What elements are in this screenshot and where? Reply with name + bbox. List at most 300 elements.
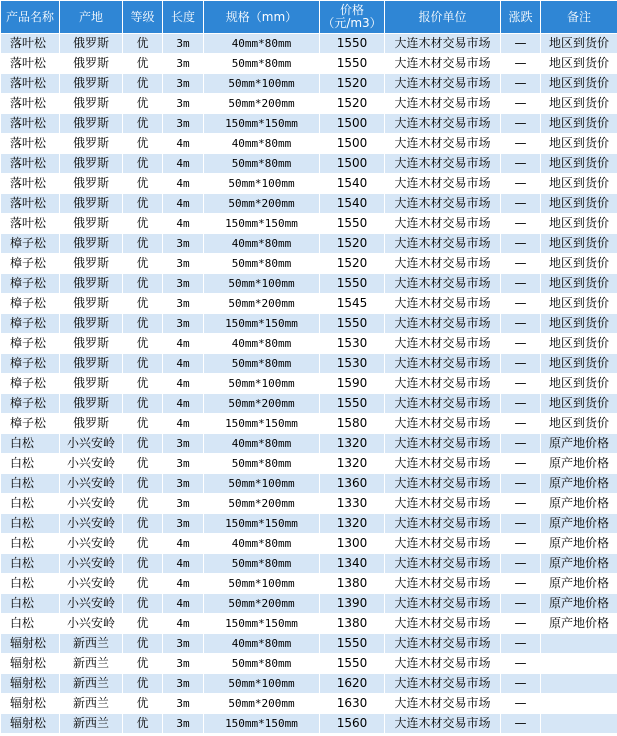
cell-price: 1540 [320, 174, 385, 194]
cell-remark [541, 694, 617, 714]
table-row [1, 634, 617, 654]
header-origin: 产地 [60, 1, 123, 34]
table-row [1, 34, 617, 54]
header-length: 长度 [163, 1, 204, 34]
cell-grade: 优 [123, 674, 163, 694]
cell-remark [541, 714, 617, 734]
cell-quote-unit: 大连木材交易市场 [385, 74, 501, 94]
cell-length: 3m [163, 94, 204, 114]
cell-change: — [501, 314, 541, 334]
cell-spec: 50mm*200mm [204, 294, 320, 314]
cell-grade: 优 [123, 194, 163, 214]
cell-grade: 优 [123, 554, 163, 574]
cell-remark [541, 674, 617, 694]
cell-spec: 50mm*80mm [204, 54, 320, 74]
cell-product-name: 白松 [1, 474, 60, 494]
cell-grade: 优 [123, 634, 163, 654]
cell-remark: 地区到货价 [541, 94, 617, 114]
cell-price: 1520 [320, 94, 385, 114]
cell-quote-unit: 大连木材交易市场 [385, 34, 501, 54]
cell-spec: 50mm*80mm [204, 154, 320, 174]
table-row [1, 714, 617, 734]
cell-length: 3m [163, 674, 204, 694]
table-row [1, 594, 617, 614]
cell-quote-unit: 大连木材交易市场 [385, 694, 501, 714]
cell-change: — [501, 694, 541, 714]
cell-spec: 50mm*100mm [204, 474, 320, 494]
cell-change: — [501, 514, 541, 534]
cell-remark: 地区到货价 [541, 74, 617, 94]
cell-quote-unit: 大连木材交易市场 [385, 134, 501, 154]
cell-spec: 50mm*100mm [204, 374, 320, 394]
table-row [1, 174, 617, 194]
cell-origin: 俄罗斯 [60, 354, 123, 374]
cell-remark: 地区到货价 [541, 334, 617, 354]
cell-grade: 优 [123, 214, 163, 234]
cell-product-name: 白松 [1, 494, 60, 514]
cell-grade: 优 [123, 274, 163, 294]
cell-product-name: 辐射松 [1, 654, 60, 674]
cell-change: — [501, 214, 541, 234]
cell-grade: 优 [123, 234, 163, 254]
cell-change: — [501, 474, 541, 494]
cell-change: — [501, 674, 541, 694]
cell-remark: 地区到货价 [541, 274, 617, 294]
cell-remark: 地区到货价 [541, 414, 617, 434]
cell-quote-unit: 大连木材交易市场 [385, 414, 501, 434]
cell-grade: 优 [123, 54, 163, 74]
header-spec: 规格（mm） [204, 1, 320, 34]
cell-change: — [501, 54, 541, 74]
cell-product-name: 落叶松 [1, 214, 60, 234]
cell-remark: 原产地价格 [541, 534, 617, 554]
cell-origin: 俄罗斯 [60, 374, 123, 394]
cell-origin: 新西兰 [60, 714, 123, 734]
cell-length: 3m [163, 254, 204, 274]
cell-length: 4m [163, 154, 204, 174]
cell-product-name: 樟子松 [1, 274, 60, 294]
cell-quote-unit: 大连木材交易市场 [385, 514, 501, 534]
cell-price: 1300 [320, 534, 385, 554]
table-row [1, 54, 617, 74]
table-body [1, 34, 617, 734]
cell-quote-unit: 大连木材交易市场 [385, 434, 501, 454]
cell-remark: 地区到货价 [541, 294, 617, 314]
cell-origin: 俄罗斯 [60, 54, 123, 74]
cell-length: 3m [163, 74, 204, 94]
cell-origin: 小兴安岭 [60, 594, 123, 614]
cell-quote-unit: 大连木材交易市场 [385, 354, 501, 374]
cell-product-name: 白松 [1, 574, 60, 594]
cell-product-name: 落叶松 [1, 94, 60, 114]
cell-quote-unit: 大连木材交易市场 [385, 194, 501, 214]
cell-price: 1360 [320, 474, 385, 494]
cell-length: 3m [163, 474, 204, 494]
cell-grade: 优 [123, 354, 163, 374]
cell-change: — [501, 434, 541, 454]
cell-change: — [501, 494, 541, 514]
cell-product-name: 辐射松 [1, 694, 60, 714]
cell-price: 1550 [320, 214, 385, 234]
cell-change: — [501, 274, 541, 294]
cell-price: 1550 [320, 54, 385, 74]
cell-product-name: 白松 [1, 594, 60, 614]
table-row [1, 654, 617, 674]
cell-spec: 50mm*80mm [204, 654, 320, 674]
cell-remark: 原产地价格 [541, 614, 617, 634]
table-row [1, 134, 617, 154]
cell-grade: 优 [123, 454, 163, 474]
cell-origin: 小兴安岭 [60, 514, 123, 534]
cell-origin: 小兴安岭 [60, 474, 123, 494]
cell-length: 3m [163, 54, 204, 74]
cell-product-name: 落叶松 [1, 154, 60, 174]
cell-spec: 50mm*200mm [204, 94, 320, 114]
cell-price: 1340 [320, 554, 385, 574]
cell-spec: 150mm*150mm [204, 114, 320, 134]
table-row [1, 314, 617, 334]
cell-length: 4m [163, 594, 204, 614]
cell-product-name: 樟子松 [1, 334, 60, 354]
cell-product-name: 落叶松 [1, 54, 60, 74]
cell-grade: 优 [123, 374, 163, 394]
cell-price: 1550 [320, 314, 385, 334]
cell-quote-unit: 大连木材交易市场 [385, 234, 501, 254]
cell-length: 4m [163, 394, 204, 414]
cell-remark: 地区到货价 [541, 354, 617, 374]
cell-origin: 俄罗斯 [60, 274, 123, 294]
cell-length: 3m [163, 314, 204, 334]
cell-grade: 优 [123, 714, 163, 734]
cell-origin: 俄罗斯 [60, 94, 123, 114]
cell-price: 1550 [320, 274, 385, 294]
header-row [1, 1, 617, 34]
table-row [1, 234, 617, 254]
cell-quote-unit: 大连木材交易市场 [385, 674, 501, 694]
cell-length: 3m [163, 434, 204, 454]
cell-change: — [501, 574, 541, 594]
cell-origin: 新西兰 [60, 634, 123, 654]
cell-quote-unit: 大连木材交易市场 [385, 614, 501, 634]
cell-quote-unit: 大连木材交易市场 [385, 534, 501, 554]
table-row [1, 614, 617, 634]
cell-quote-unit: 大连木材交易市场 [385, 174, 501, 194]
cell-change: — [501, 614, 541, 634]
cell-change: — [501, 394, 541, 414]
cell-origin: 俄罗斯 [60, 74, 123, 94]
cell-quote-unit: 大连木材交易市场 [385, 154, 501, 174]
cell-grade: 优 [123, 694, 163, 714]
cell-price: 1590 [320, 374, 385, 394]
cell-change: — [501, 34, 541, 54]
header-change: 涨跌 [501, 1, 541, 34]
table-row [1, 334, 617, 354]
cell-grade: 优 [123, 34, 163, 54]
cell-length: 3m [163, 274, 204, 294]
cell-price: 1620 [320, 674, 385, 694]
cell-quote-unit: 大连木材交易市场 [385, 654, 501, 674]
cell-origin: 小兴安岭 [60, 534, 123, 554]
table-row [1, 114, 617, 134]
cell-spec: 50mm*100mm [204, 174, 320, 194]
cell-price: 1630 [320, 694, 385, 714]
cell-spec: 50mm*80mm [204, 354, 320, 374]
cell-remark: 原产地价格 [541, 434, 617, 454]
cell-origin: 小兴安岭 [60, 434, 123, 454]
cell-origin: 俄罗斯 [60, 214, 123, 234]
cell-price: 1550 [320, 394, 385, 414]
cell-product-name: 白松 [1, 554, 60, 574]
cell-product-name: 落叶松 [1, 194, 60, 214]
cell-origin: 俄罗斯 [60, 174, 123, 194]
cell-remark: 原产地价格 [541, 494, 617, 514]
cell-length: 4m [163, 534, 204, 554]
header-quote-unit: 报价单位 [385, 1, 501, 34]
cell-quote-unit: 大连木材交易市场 [385, 334, 501, 354]
cell-spec: 50mm*80mm [204, 254, 320, 274]
cell-quote-unit: 大连木材交易市场 [385, 474, 501, 494]
table-row [1, 74, 617, 94]
cell-remark: 地区到货价 [541, 314, 617, 334]
cell-price: 1530 [320, 354, 385, 374]
cell-length: 3m [163, 714, 204, 734]
table-row [1, 354, 617, 374]
cell-grade: 优 [123, 254, 163, 274]
cell-quote-unit: 大连木材交易市场 [385, 374, 501, 394]
cell-origin: 俄罗斯 [60, 334, 123, 354]
cell-quote-unit: 大连木材交易市场 [385, 94, 501, 114]
cell-grade: 优 [123, 134, 163, 154]
cell-change: — [501, 194, 541, 214]
cell-price: 1540 [320, 194, 385, 214]
cell-product-name: 白松 [1, 434, 60, 454]
cell-origin: 俄罗斯 [60, 154, 123, 174]
header-price: 价格（元/m3） [320, 1, 385, 34]
cell-remark: 地区到货价 [541, 154, 617, 174]
table-row [1, 474, 617, 494]
cell-change: — [501, 714, 541, 734]
cell-length: 3m [163, 234, 204, 254]
cell-change: — [501, 634, 541, 654]
cell-spec: 40mm*80mm [204, 434, 320, 454]
cell-product-name: 白松 [1, 454, 60, 474]
cell-change: — [501, 134, 541, 154]
cell-quote-unit: 大连木材交易市场 [385, 554, 501, 574]
table-row [1, 94, 617, 114]
cell-product-name: 白松 [1, 514, 60, 534]
cell-change: — [501, 594, 541, 614]
table-row [1, 194, 617, 214]
cell-remark: 地区到货价 [541, 254, 617, 274]
cell-length: 4m [163, 174, 204, 194]
cell-spec: 150mm*150mm [204, 714, 320, 734]
cell-grade: 优 [123, 574, 163, 594]
cell-spec: 50mm*200mm [204, 394, 320, 414]
cell-product-name: 落叶松 [1, 34, 60, 54]
header-product-name: 产品名称 [1, 1, 60, 34]
cell-origin: 俄罗斯 [60, 314, 123, 334]
cell-price: 1320 [320, 434, 385, 454]
cell-spec: 50mm*100mm [204, 674, 320, 694]
cell-price: 1550 [320, 654, 385, 674]
cell-change: — [501, 554, 541, 574]
cell-spec: 50mm*200mm [204, 594, 320, 614]
cell-length: 3m [163, 694, 204, 714]
cell-grade: 优 [123, 394, 163, 414]
cell-price: 1320 [320, 454, 385, 474]
cell-price: 1520 [320, 234, 385, 254]
table-row [1, 394, 617, 414]
cell-grade: 优 [123, 474, 163, 494]
cell-length: 4m [163, 334, 204, 354]
cell-length: 3m [163, 634, 204, 654]
cell-price: 1500 [320, 154, 385, 174]
cell-quote-unit: 大连木材交易市场 [385, 634, 501, 654]
cell-spec: 40mm*80mm [204, 134, 320, 154]
cell-change: — [501, 154, 541, 174]
cell-product-name: 辐射松 [1, 674, 60, 694]
table-row [1, 514, 617, 534]
cell-grade: 优 [123, 334, 163, 354]
cell-spec: 150mm*150mm [204, 414, 320, 434]
cell-grade: 优 [123, 294, 163, 314]
cell-product-name: 樟子松 [1, 234, 60, 254]
cell-remark: 原产地价格 [541, 594, 617, 614]
cell-product-name: 樟子松 [1, 294, 60, 314]
cell-change: — [501, 114, 541, 134]
cell-product-name: 辐射松 [1, 634, 60, 654]
cell-origin: 俄罗斯 [60, 34, 123, 54]
cell-change: — [501, 294, 541, 314]
cell-quote-unit: 大连木材交易市场 [385, 494, 501, 514]
cell-change: — [501, 534, 541, 554]
cell-spec: 50mm*100mm [204, 74, 320, 94]
cell-price: 1550 [320, 34, 385, 54]
cell-quote-unit: 大连木材交易市场 [385, 214, 501, 234]
cell-grade: 优 [123, 74, 163, 94]
cell-spec: 150mm*150mm [204, 214, 320, 234]
cell-length: 4m [163, 134, 204, 154]
cell-change: — [501, 254, 541, 274]
cell-quote-unit: 大连木材交易市场 [385, 274, 501, 294]
cell-remark: 地区到货价 [541, 374, 617, 394]
cell-change: — [501, 374, 541, 394]
table-row [1, 414, 617, 434]
cell-length: 4m [163, 214, 204, 234]
cell-remark: 原产地价格 [541, 574, 617, 594]
cell-spec: 50mm*200mm [204, 694, 320, 714]
cell-spec: 150mm*150mm [204, 614, 320, 634]
cell-product-name: 辐射松 [1, 714, 60, 734]
cell-price: 1560 [320, 714, 385, 734]
cell-grade: 优 [123, 534, 163, 554]
cell-price: 1520 [320, 254, 385, 274]
cell-quote-unit: 大连木材交易市场 [385, 254, 501, 274]
cell-remark: 原产地价格 [541, 554, 617, 574]
cell-grade: 优 [123, 174, 163, 194]
cell-length: 3m [163, 114, 204, 134]
table-row [1, 574, 617, 594]
cell-spec: 50mm*100mm [204, 574, 320, 594]
cell-change: — [501, 94, 541, 114]
cell-change: — [501, 74, 541, 94]
cell-product-name: 落叶松 [1, 114, 60, 134]
cell-spec: 150mm*150mm [204, 314, 320, 334]
cell-origin: 俄罗斯 [60, 414, 123, 434]
cell-remark [541, 634, 617, 654]
cell-length: 3m [163, 294, 204, 314]
cell-price: 1380 [320, 614, 385, 634]
cell-quote-unit: 大连木材交易市场 [385, 394, 501, 414]
cell-length: 4m [163, 554, 204, 574]
table-row [1, 214, 617, 234]
cell-remark: 地区到货价 [541, 134, 617, 154]
cell-origin: 小兴安岭 [60, 494, 123, 514]
table-row [1, 294, 617, 314]
cell-length: 3m [163, 454, 204, 474]
cell-quote-unit: 大连木材交易市场 [385, 714, 501, 734]
cell-quote-unit: 大连木材交易市场 [385, 114, 501, 134]
cell-remark: 地区到货价 [541, 194, 617, 214]
cell-spec: 150mm*150mm [204, 514, 320, 534]
table-row [1, 554, 617, 574]
cell-origin: 俄罗斯 [60, 394, 123, 414]
cell-grade: 优 [123, 94, 163, 114]
cell-origin: 俄罗斯 [60, 294, 123, 314]
cell-grade: 优 [123, 434, 163, 454]
cell-quote-unit: 大连木材交易市场 [385, 314, 501, 334]
cell-price: 1550 [320, 634, 385, 654]
cell-product-name: 落叶松 [1, 74, 60, 94]
cell-product-name: 白松 [1, 534, 60, 554]
cell-grade: 优 [123, 594, 163, 614]
cell-quote-unit: 大连木材交易市场 [385, 54, 501, 74]
table-row [1, 274, 617, 294]
cell-remark: 地区到货价 [541, 214, 617, 234]
cell-origin: 小兴安岭 [60, 454, 123, 474]
cell-length: 4m [163, 574, 204, 594]
cell-origin: 俄罗斯 [60, 114, 123, 134]
cell-quote-unit: 大连木材交易市场 [385, 574, 501, 594]
cell-grade: 优 [123, 614, 163, 634]
table-row [1, 454, 617, 474]
table-row [1, 494, 617, 514]
cell-product-name: 樟子松 [1, 414, 60, 434]
cell-quote-unit: 大连木材交易市场 [385, 294, 501, 314]
cell-product-name: 樟子松 [1, 394, 60, 414]
cell-price: 1320 [320, 514, 385, 534]
cell-remark [541, 654, 617, 674]
cell-origin: 新西兰 [60, 654, 123, 674]
table-row [1, 434, 617, 454]
cell-grade: 优 [123, 514, 163, 534]
cell-grade: 优 [123, 654, 163, 674]
cell-length: 3m [163, 654, 204, 674]
cell-price: 1500 [320, 134, 385, 154]
cell-grade: 优 [123, 414, 163, 434]
cell-remark: 原产地价格 [541, 454, 617, 474]
cell-change: — [501, 234, 541, 254]
cell-spec: 50mm*200mm [204, 494, 320, 514]
cell-change: — [501, 454, 541, 474]
cell-remark: 地区到货价 [541, 174, 617, 194]
cell-spec: 50mm*200mm [204, 194, 320, 214]
cell-origin: 俄罗斯 [60, 234, 123, 254]
cell-remark: 地区到货价 [541, 34, 617, 54]
cell-origin: 小兴安岭 [60, 574, 123, 594]
cell-remark: 地区到货价 [541, 234, 617, 254]
cell-spec: 50mm*80mm [204, 554, 320, 574]
